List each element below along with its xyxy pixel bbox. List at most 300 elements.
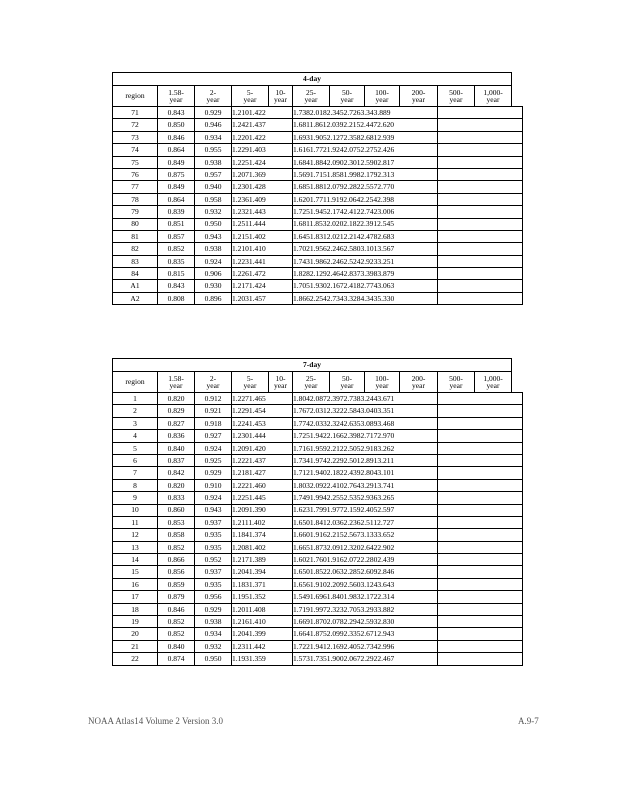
value-cell: 1.2321.443: [232, 206, 293, 218]
empty-cell: [438, 255, 523, 267]
value-cell: 0.929: [195, 467, 232, 479]
region-cell: 71: [113, 107, 158, 119]
column-header-line: year: [206, 381, 220, 390]
value-cell: 0.852: [158, 628, 195, 640]
value-cell: 0.864: [158, 144, 195, 156]
value-cell: 0.852: [158, 243, 195, 255]
region-cell: 84: [113, 268, 158, 280]
empty-cell: [438, 107, 523, 119]
value-cell: 1.1831.371: [232, 578, 293, 590]
table-row: [113, 504, 523, 516]
column-header-line: 10-: [275, 373, 286, 383]
value-cell: 1.2091.390: [232, 504, 293, 516]
value-cell: 0.935: [195, 541, 232, 553]
value-cell: 0.866: [158, 554, 195, 566]
value-cell: 0.874: [158, 653, 195, 665]
value-cell: 0.851: [158, 218, 195, 230]
value-cell: 0.840: [158, 640, 195, 652]
column-header-line: year: [375, 95, 389, 104]
value-cell: 1.7382.0182.3452.7263.343.889: [293, 107, 438, 119]
column-header: [232, 86, 269, 107]
value-cell: 1.7121.9402.1822.4392.8043.101: [293, 467, 438, 479]
value-cell: 0.952: [195, 554, 232, 566]
value-cell: 0.950: [195, 218, 232, 230]
value-cell: 1.2091.420: [232, 442, 293, 454]
value-cell: 0.924: [195, 255, 232, 267]
table-row: [113, 541, 523, 553]
empty-cell: [438, 578, 523, 590]
value-cell: 1.7161.9592.2122.5052.9183.262: [293, 442, 438, 454]
table-row: [113, 516, 523, 528]
value-cell: 1.6561.9102.2092.5603.1243.643: [293, 578, 438, 590]
value-cell: 1.6811.8532.0202.1822.3912.545: [293, 218, 438, 230]
value-cell: 0.918: [195, 417, 232, 429]
value-cell: 0.924: [195, 492, 232, 504]
value-cell: 0.853: [158, 516, 195, 528]
empty-cell: [438, 156, 523, 168]
value-cell: 1.6651.8732.0912.3202.6422.902: [293, 541, 438, 553]
value-cell: 1.6501.8412.0362.2362.5112.727: [293, 516, 438, 528]
column-header-line: year: [169, 95, 183, 104]
value-cell: 0.839: [158, 206, 195, 218]
value-cell: 1.2081.402: [232, 541, 293, 553]
region-cell: A2: [113, 292, 158, 304]
table-row: [113, 492, 523, 504]
value-cell: 0.950: [195, 653, 232, 665]
value-cell: 0.958: [195, 193, 232, 205]
table-row: [113, 193, 523, 205]
region-cell: 80: [113, 218, 158, 230]
column-header-line: 2-: [209, 373, 217, 383]
column-header-line: year: [375, 381, 389, 390]
table-row: [113, 467, 523, 479]
empty-cell: [438, 591, 523, 603]
column-header-line: year: [243, 381, 257, 390]
region-cell: 11: [113, 516, 158, 528]
value-cell: 1.2251.445: [232, 492, 293, 504]
region-cell: 82: [113, 243, 158, 255]
value-cell: 0.846: [158, 131, 195, 143]
value-cell: 1.7341.9742.2292.5012.8913.211: [293, 454, 438, 466]
region-cell: 16: [113, 578, 158, 590]
column-header-line: 500-: [449, 87, 463, 97]
region-cell: 72: [113, 119, 158, 131]
column-header: [438, 372, 475, 393]
value-cell: 1.8042.0872.3972.7383.2443.671: [293, 393, 438, 405]
page-number: A.9-7: [518, 716, 539, 726]
value-cell: 0.930: [195, 280, 232, 292]
value-cell: 0.946: [195, 119, 232, 131]
value-cell: 1.2071.369: [232, 168, 293, 180]
value-cell: 0.856: [158, 566, 195, 578]
column-header-line: 10-: [275, 87, 286, 97]
value-cell: 1.2261.472: [232, 268, 293, 280]
table-row: [113, 268, 523, 280]
value-cell: 0.858: [158, 529, 195, 541]
table-row: [113, 653, 523, 665]
value-cell: 1.7742.0332.3242.6353.0893.468: [293, 417, 438, 429]
column-header: [330, 86, 365, 107]
column-header-line: year: [274, 95, 287, 104]
empty-cell: [438, 442, 523, 454]
value-cell: 1.5731.7351.9002.0672.2922.467: [293, 653, 438, 665]
column-header: [293, 86, 330, 107]
value-cell: 1.7191.9972.3232.7053.2933.882: [293, 603, 438, 615]
region-cell: 22: [113, 653, 158, 665]
column-header-line: 1,000-: [483, 87, 503, 97]
value-cell: 0.849: [158, 156, 195, 168]
column-header-line: year: [206, 95, 220, 104]
value-cell: 1.7672.0312.3222.5843.0403.351: [293, 405, 438, 417]
table-row: [113, 280, 523, 292]
table-row: [113, 206, 523, 218]
table-row: [113, 628, 523, 640]
value-cell: 0.837: [158, 454, 195, 466]
column-header-line: year: [304, 381, 318, 390]
region-cell: 76: [113, 168, 158, 180]
value-cell: 0.943: [195, 504, 232, 516]
value-cell: 1.6021.7601.9162.0722.2802.439: [293, 554, 438, 566]
value-cell: 0.840: [158, 442, 195, 454]
empty-cell: [438, 131, 523, 143]
value-cell: 0.815: [158, 268, 195, 280]
value-cell: 0.934: [195, 628, 232, 640]
table-row: [113, 255, 523, 267]
value-cell: 0.835: [158, 255, 195, 267]
value-cell: 1.2101.410: [232, 243, 293, 255]
value-cell: 0.849: [158, 181, 195, 193]
table-row: [113, 603, 523, 615]
table-row: [113, 144, 523, 156]
value-cell: 0.852: [158, 616, 195, 628]
column-header-line: 5-: [246, 373, 254, 383]
column-header: [195, 372, 232, 393]
value-cell: 1.6931.9052.1272.3582.6812.939: [293, 131, 438, 143]
value-cell: 1.8282.1292.4642.8373.3983.879: [293, 268, 438, 280]
empty-cell: [438, 206, 523, 218]
value-cell: 1.7431.9862.2462.5242.9233.251: [293, 255, 438, 267]
table-row: [113, 131, 523, 143]
empty-cell: [438, 554, 523, 566]
column-header-line: year: [169, 381, 183, 390]
column-header: [438, 86, 475, 107]
table-row: [113, 107, 523, 119]
value-cell: 1.7051.9302.1672.4182.7743.063: [293, 280, 438, 292]
value-cell: 0.935: [195, 578, 232, 590]
region-cell: 75: [113, 156, 158, 168]
region-cell: 7: [113, 467, 158, 479]
column-header: [365, 86, 400, 107]
empty-cell: [438, 467, 523, 479]
value-cell: 0.929: [195, 107, 232, 119]
value-cell: 0.896: [195, 292, 232, 304]
table-row: [113, 616, 523, 628]
table-title: 4-day: [113, 73, 512, 86]
value-cell: 1.2311.442: [232, 640, 293, 652]
value-cell: 1.2421.437: [232, 119, 293, 131]
table-title: 7-day: [113, 359, 512, 372]
empty-cell: [438, 504, 523, 516]
region-cell: 3: [113, 417, 158, 429]
value-cell: 1.2111.402: [232, 516, 293, 528]
empty-cell: [438, 454, 523, 466]
value-cell: 1.2241.453: [232, 417, 293, 429]
column-header-line: 200-: [411, 87, 426, 97]
column-header-line: year: [304, 95, 318, 104]
value-cell: 0.842: [158, 467, 195, 479]
column-header-line: 100-: [375, 87, 389, 97]
value-cell: 1.7491.9942.2552.5352.9363.265: [293, 492, 438, 504]
value-cell: 0.925: [195, 454, 232, 466]
column-header-line: 50-: [342, 373, 352, 383]
column-header: [475, 86, 512, 107]
value-cell: 0.808: [158, 292, 195, 304]
column-header: [158, 372, 195, 393]
value-cell: 1.2511.444: [232, 218, 293, 230]
region-cell: 8: [113, 479, 158, 491]
region-cell: A1: [113, 280, 158, 292]
value-cell: 0.859: [158, 578, 195, 590]
region-cell: 81: [113, 230, 158, 242]
region-header: region: [113, 372, 158, 393]
value-cell: 0.875: [158, 168, 195, 180]
value-cell: 0.932: [195, 640, 232, 652]
column-header: [269, 86, 293, 107]
region-cell: 6: [113, 454, 158, 466]
value-cell: 1.2221.460: [232, 479, 293, 491]
value-cell: 1.2041.399: [232, 628, 293, 640]
value-cell: 0.852: [158, 541, 195, 553]
value-cell: 0.829: [158, 405, 195, 417]
value-cell: 0.843: [158, 280, 195, 292]
value-cell: 0.843: [158, 107, 195, 119]
region-cell: 78: [113, 193, 158, 205]
value-cell: 1.2161.410: [232, 616, 293, 628]
value-cell: 0.820: [158, 393, 195, 405]
value-cell: 0.860: [158, 504, 195, 516]
value-cell: 0.956: [195, 591, 232, 603]
empty-cell: [438, 268, 523, 280]
value-cell: 0.940: [195, 181, 232, 193]
table-row: [113, 181, 523, 193]
region-cell: 9: [113, 492, 158, 504]
value-cell: 0.937: [195, 566, 232, 578]
empty-cell: [438, 529, 523, 541]
value-cell: 1.2201.422: [232, 131, 293, 143]
value-cell: 0.943: [195, 230, 232, 242]
empty-cell: [438, 144, 523, 156]
value-cell: 0.957: [195, 168, 232, 180]
table-row: [113, 243, 523, 255]
value-cell: 0.850: [158, 119, 195, 131]
value-cell: 1.6451.8312.0212.2142.4782.683: [293, 230, 438, 242]
column-header-line: year: [486, 95, 500, 104]
table-row: [113, 430, 523, 442]
value-cell: 1.2301.428: [232, 181, 293, 193]
region-cell: 4: [113, 430, 158, 442]
region-cell: 18: [113, 603, 158, 615]
value-cell: 1.7221.9412.1692.4052.7342.996: [293, 640, 438, 652]
value-cell: 0.827: [158, 417, 195, 429]
value-cell: 1.2031.457: [232, 292, 293, 304]
table-row: [113, 292, 523, 304]
table-4-day: [112, 72, 523, 305]
empty-cell: [438, 393, 523, 405]
value-cell: 0.910: [195, 479, 232, 491]
column-header-line: year: [340, 381, 354, 390]
empty-cell: [438, 181, 523, 193]
table-row: [113, 230, 523, 242]
value-cell: 0.955: [195, 144, 232, 156]
column-header-line: year: [486, 381, 500, 390]
region-cell: 83: [113, 255, 158, 267]
region-cell: 19: [113, 616, 158, 628]
column-header-line: year: [340, 95, 354, 104]
value-cell: 1.2151.402: [232, 230, 293, 242]
column-header: [158, 86, 195, 107]
value-cell: 1.6601.9162.2152.5673.1333.652: [293, 529, 438, 541]
column-header: [293, 372, 330, 393]
table-row: [113, 168, 523, 180]
value-cell: 1.2101.422: [232, 107, 293, 119]
value-cell: 1.2291.403: [232, 144, 293, 156]
column-header-line: 500-: [449, 373, 463, 383]
value-cell: 0.912: [195, 393, 232, 405]
value-cell: 1.7021.9562.2462.5803.1013.567: [293, 243, 438, 255]
value-cell: 1.2271.465: [232, 393, 293, 405]
table-row: [113, 417, 523, 429]
value-cell: 1.6231.7991.9772.1592.4052.597: [293, 504, 438, 516]
table-row: [113, 640, 523, 652]
value-cell: 1.2181.427: [232, 467, 293, 479]
value-cell: 1.5691.7151.8581.9982.1792.313: [293, 168, 438, 180]
column-header-line: 50-: [342, 87, 352, 97]
empty-cell: [438, 492, 523, 504]
column-header-line: 25-: [306, 87, 316, 97]
column-header-line: 5-: [246, 87, 254, 97]
region-cell: 10: [113, 504, 158, 516]
empty-cell: [438, 616, 523, 628]
value-cell: 0.938: [195, 616, 232, 628]
empty-cell: [438, 230, 523, 242]
table-row: [113, 479, 523, 491]
value-cell: 0.924: [195, 442, 232, 454]
value-cell: 1.6161.7721.9242.0752.2752.426: [293, 144, 438, 156]
column-header-line: year: [243, 95, 257, 104]
value-cell: 1.1951.352: [232, 591, 293, 603]
value-cell: 0.836: [158, 430, 195, 442]
table-row: [113, 405, 523, 417]
value-cell: 1.1931.359: [232, 653, 293, 665]
empty-cell: [438, 119, 523, 131]
table-row: [113, 442, 523, 454]
empty-cell: [438, 193, 523, 205]
value-cell: 1.5491.6961.8401.9832.1722.314: [293, 591, 438, 603]
value-cell: 1.6501.8522.0632.2852.6092.846: [293, 566, 438, 578]
empty-cell: [438, 541, 523, 553]
column-header-line: year: [449, 381, 463, 390]
empty-cell: [438, 516, 523, 528]
table-row: [113, 578, 523, 590]
region-header: region: [113, 86, 158, 107]
value-cell: 0.857: [158, 230, 195, 242]
value-cell: 1.2301.444: [232, 430, 293, 442]
column-header: [232, 372, 269, 393]
value-cell: 1.2041.394: [232, 566, 293, 578]
table-row: [113, 218, 523, 230]
column-header: [269, 372, 293, 393]
value-cell: 1.2251.424: [232, 156, 293, 168]
value-cell: 1.2171.389: [232, 554, 293, 566]
column-header: [400, 372, 438, 393]
empty-cell: [438, 603, 523, 615]
value-cell: 1.2291.454: [232, 405, 293, 417]
table-row: [113, 156, 523, 168]
value-cell: 1.8662.2542.7343.3284.3435.330: [293, 292, 438, 304]
region-cell: 17: [113, 591, 158, 603]
value-cell: 0.846: [158, 603, 195, 615]
value-cell: 1.2361.409: [232, 193, 293, 205]
table-row: [113, 529, 523, 541]
column-header-line: 100-: [375, 373, 389, 383]
region-cell: 79: [113, 206, 158, 218]
value-cell: 1.6841.8842.0902.3012.5902.817: [293, 156, 438, 168]
column-header: [400, 86, 438, 107]
value-cell: 0.906: [195, 268, 232, 280]
value-cell: 0.864: [158, 193, 195, 205]
empty-cell: [438, 640, 523, 652]
region-cell: 13: [113, 541, 158, 553]
region-cell: 14: [113, 554, 158, 566]
value-cell: 0.879: [158, 591, 195, 603]
region-cell: 5: [113, 442, 158, 454]
column-header: [330, 372, 365, 393]
table-row: [113, 119, 523, 131]
empty-cell: [438, 405, 523, 417]
value-cell: 1.1841.374: [232, 529, 293, 541]
empty-cell: [438, 168, 523, 180]
value-cell: 0.932: [195, 206, 232, 218]
value-cell: 1.2221.437: [232, 454, 293, 466]
value-cell: 0.935: [195, 529, 232, 541]
footer-left: NOAA Atlas14 Volume 2 Version 3.0: [88, 716, 224, 726]
empty-cell: [438, 653, 523, 665]
value-cell: 1.6641.8752.0992.3352.6712.943: [293, 628, 438, 640]
column-header-line: year: [274, 381, 287, 390]
empty-cell: [438, 292, 523, 304]
table-row: [113, 591, 523, 603]
value-cell: 1.7251.9452.1742.4122.7423.006: [293, 206, 438, 218]
column-header-line: year: [449, 95, 463, 104]
column-header-line: 1,000-: [483, 373, 503, 383]
value-cell: 0.927: [195, 430, 232, 442]
value-cell: 1.2171.424: [232, 280, 293, 292]
value-cell: 1.2011.408: [232, 603, 293, 615]
region-cell: 12: [113, 529, 158, 541]
column-header-line: year: [412, 381, 425, 390]
column-header-line: 1.58-: [168, 373, 184, 383]
empty-cell: [438, 243, 523, 255]
table-row: [113, 454, 523, 466]
empty-cell: [438, 566, 523, 578]
value-cell: 1.8032.0922.4102.7643.2913.741: [293, 479, 438, 491]
empty-cell: [438, 479, 523, 491]
column-header: [195, 86, 232, 107]
value-cell: 1.6851.8812.0792.2822.5572.770: [293, 181, 438, 193]
value-cell: 1.2231.441: [232, 255, 293, 267]
empty-cell: [438, 628, 523, 640]
value-cell: 1.6201.7711.9192.0642.2542.398: [293, 193, 438, 205]
